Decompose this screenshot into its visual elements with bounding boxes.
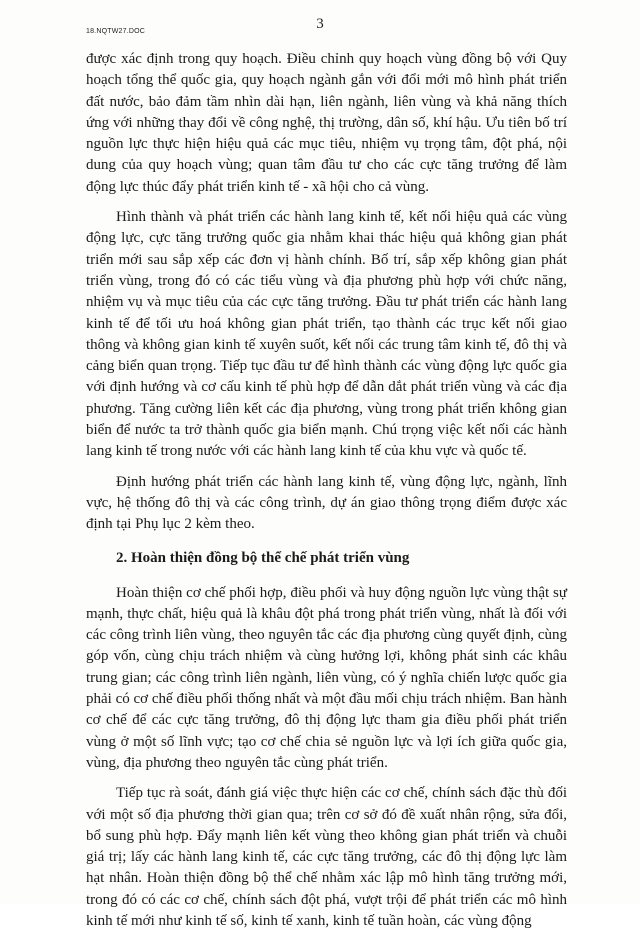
paragraph-coordination-mechanism: Hoàn thiện cơ chế phối hợp, điều phối và huy động nguồn lực vùng thật sự mạnh, thực chất, hiệu quả là khâu đột phá trong phát triển vùng, nhất là đối với các công trình liên vùng, theo nguyên tắc các địa phương cùng quyết định, cùng góp vốn, cùng chịu trách nhiệm và cùng hưởng lợi, không phát sinh các khâu trung gian; các công trình liên ngành, liên vùng, có ý nghĩa chiến lược quốc gia phải có cơ chế điều phối thống nhất và một đầu mối chịu trách nhiệm. Ban hành cơ chế để các cực tăng trưởng, đô thị động lực tham gia điều phối phát triển vùng ở một số lĩnh vực; tạo cơ chế chia sẻ nguồn lực và lợi ích giữa quốc gia, vùng, địa phương theo nguyên tắc cùng phát triển. <box>86 584 567 771</box>
paragraph-economic-corridors: Hình thành và phát triển các hành lang kinh tế, kết nối hiệu quả các vùng động lực, cực tăng trưởng quốc gia nhằm khai thác hiệu quả không gian phát triển mới sau sắp xếp các đơn vị hành chính. Bố trí, sắp xếp không gian phát triển vùng, trong đó có các tiểu vùng và địa phương phù hợp với chức năng, nhiệm vụ và mục tiêu của các cực tăng trưởng. Đầu tư phát triển các hành lang kinh tế để tối ưu hoá không gian phát triển, tạo thành các trục kết nối giao thông và không gian kinh tế xuyên suốt, kết nối các trung tâm kinh tế, đô thị và cảng biển quan trọng. Tiếp tục đầu tư để hình thành các vùng động lực quốc gia với định hướng và cơ cấu kinh tế phù hợp để dẫn dắt phát triển vùng và các địa phương. Tăng cường liên kết các địa phương, vùng trong phát triển không gian biển để nước ta trở thành quốc gia biển mạnh. Chú trọng việc kết nối các hành lang kinh tế trong nước với các hành lang kinh tế của khu vực và quốc tế. <box>86 209 567 460</box>
paragraph-appendix-reference: Định hướng phát triển các hành lang kinh tế, vùng động lực, ngành, lĩnh vực, hệ thống đô thị và các công trình, dự án giao thông trọng điểm được xác định tại Phụ lục 2 kèm theo. <box>86 473 567 533</box>
paragraph-regional-planning: được xác định trong quy hoạch. Điều chỉnh quy hoạch vùng đồng bộ với Quy hoạch tổng thể quốc gia, quy hoạch ngành gắn với đổi mới mô hình phát triển đất nước, bảo đảm tầm nhìn dài hạn, liên ngành, liên vùng và khả năng thích ứng với những thay đổi về công nghệ, thị trường, dân số, khí hậu. Ưu tiên bố trí nguồn lực thực hiện hiệu quả các mục tiêu, nhiệm vụ trọng tâm, đột phá, nội dung của quy hoạch vùng; quan tâm đầu tư cho các cực tăng trưởng để làm động lực thúc đẩy phát triển kinh tế - xã hội cho cả vùng. <box>86 51 567 195</box>
section-heading: 2. Hoàn thiện đồng bộ thể chế phát triển vùng <box>116 549 410 566</box>
document-file-id: 18.NQTW27.DOC <box>86 28 145 35</box>
paragraph-policy-review: Tiếp tục rà soát, đánh giá việc thực hiện các cơ chế, chính sách đặc thù đối với một số địa phương thời gian qua; trên cơ sở đó đề xuất nhân rộng, sửa đổi, bổ sung phù hợp. Đẩy mạnh liên kết vùng theo không gian phát triển và chuỗi giá trị; lấy các hành lang kinh tế, các cực tăng trưởng, các đô thị động lực làm hạt nhân. Hoàn thiện đồng bộ thể chế nhằm xác lập mô hình tăng trưởng mới, trong đó có các cơ chế, chính sách đột phá, vượt trội để phát triển các mô hình kinh tế mới như kinh tế số, kinh tế xanh, kinh tế tuần hoàn, các vùng động <box>86 785 567 929</box>
document-body <box>86 49 567 932</box>
page-number: 3 <box>316 16 324 32</box>
